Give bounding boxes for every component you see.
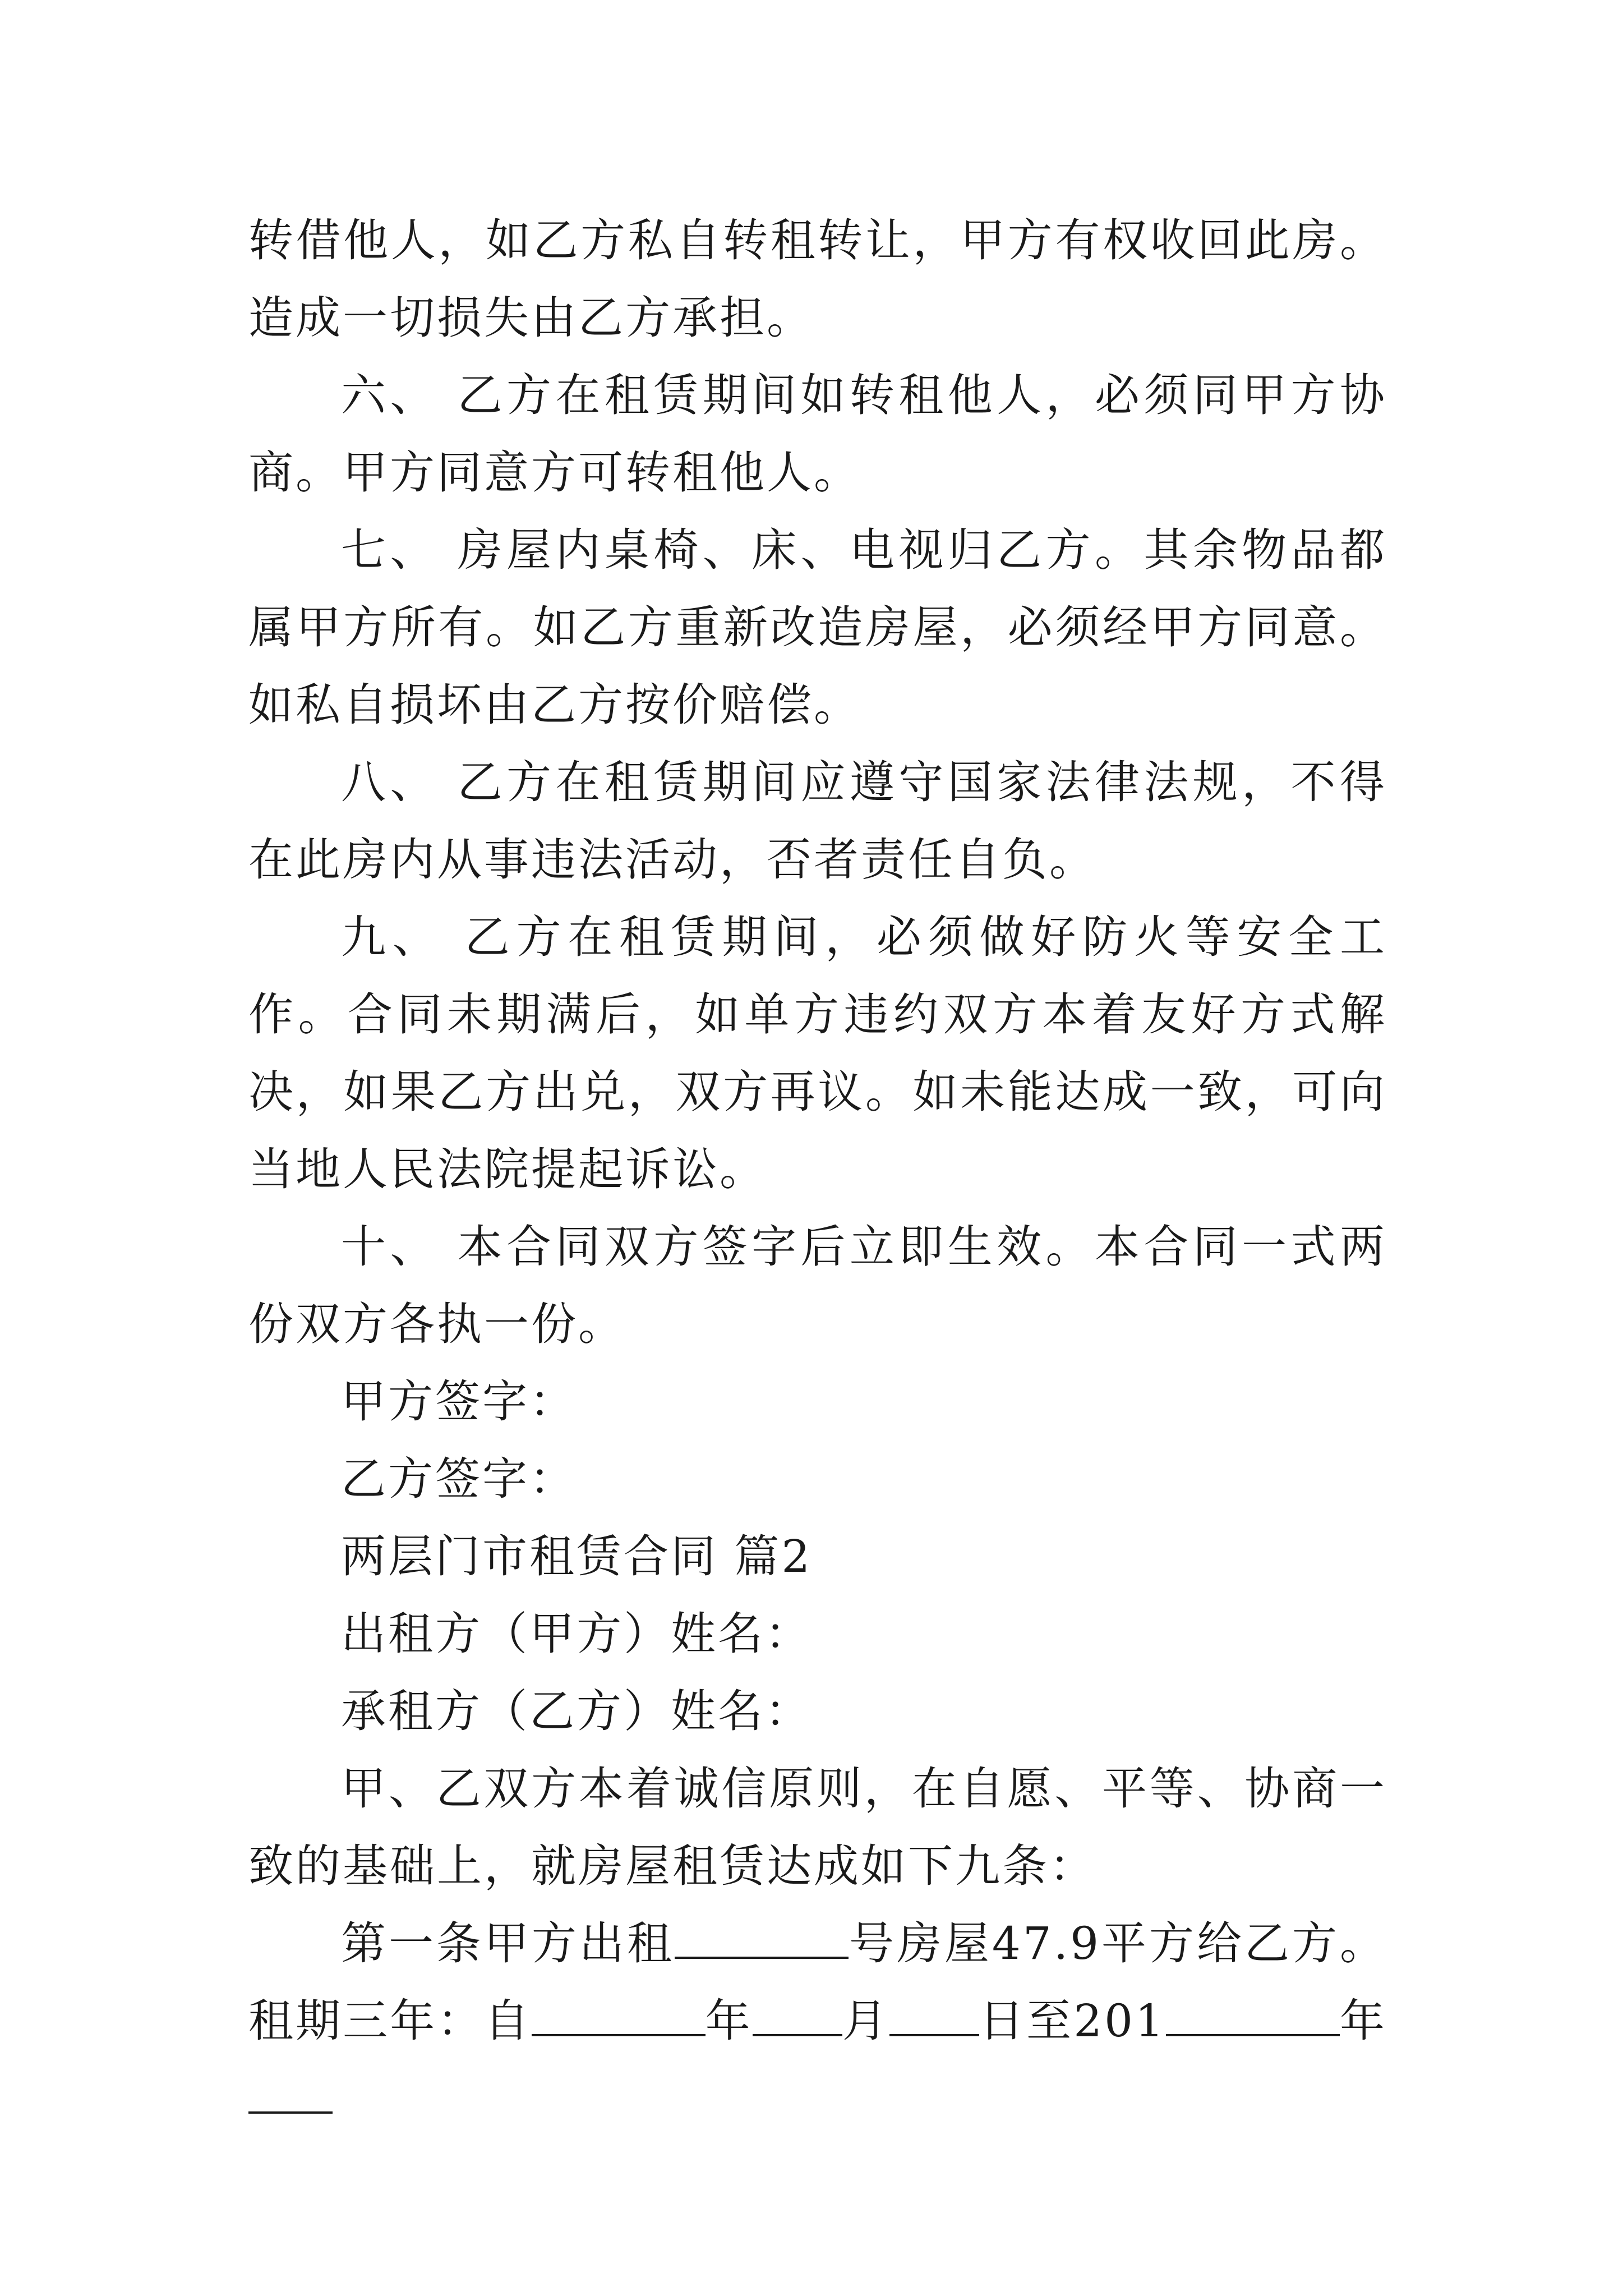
paragraph-clause-6: 六、 乙方在租赁期间如转租他人，必须同甲方协商。甲方同意方可转租他人。 [248,369,1387,499]
article-1-text-1: 第一条甲方出租 [341,1917,675,1970]
document-body [248,202,1387,2137]
paragraph-clause-10: 十、 本合同双方签字后立即生效。本合同一式两份双方各执一份。 [248,1221,1387,1350]
lessor-name-line: 出租方（甲方）姓名： [341,1608,812,1660]
article-1-text-6: 年 [1339,1995,1387,2047]
paragraph-transfer-clause: 转借他人，如乙方私自转租转让，甲方有权收回此房。造成一切损失由乙方承担。 [248,214,1387,344]
paragraph-intro: 甲、乙双方本着诚信原则，在自愿、平等、协商一致的基础上，就房屋租赁达成如下九条： [248,1763,1387,1892]
article-1-text-5: 日至201 [979,1995,1166,2047]
paragraph-clause-8: 八、 乙方在租赁期间应遵守国家法律法规，不得在此房内从事违法活动，否者责任自负。 [248,756,1387,886]
article-1-text-3: 年 [705,1995,753,2047]
blank-start-month [753,1995,842,2036]
paragraph-clause-7: 七、 房屋内桌椅、床、电视归乙方。其余物品都属甲方所有。如乙方重新改造房屋，必须经甲方同意。如私自损坏由乙方按价赔偿。 [248,524,1387,731]
lessee-name-line: 承租方（乙方）姓名： [341,1685,812,1737]
blank-end-year [1166,1995,1340,2036]
article-1-text-4: 月 [842,1995,889,2047]
blank-end-month [248,2072,333,2114]
blank-start-year [532,1995,706,2036]
article-1-text-2: 号房屋47.9平方给乙方。租期三年：自 [248,1917,1387,2047]
paragraph-clause-9: 九、 乙方在租赁期间，必须做好防火等安全工作。合同未期满后，如单方违约双方本着友好方式解决，如果乙方出兑，双方再议。如未能达成一致，可向当地人民法院提起诉讼。 [248,911,1387,1195]
section-title-2: 两层门市租赁合同 篇2 [341,1530,813,1582]
signature-party-a: 甲方签字： [341,1375,577,1428]
paragraph-article-1 [248,1905,1387,2137]
blank-start-day [889,1995,979,2036]
blank-house-number [675,1917,849,1959]
signature-party-b: 乙方签字： [341,1453,577,1505]
